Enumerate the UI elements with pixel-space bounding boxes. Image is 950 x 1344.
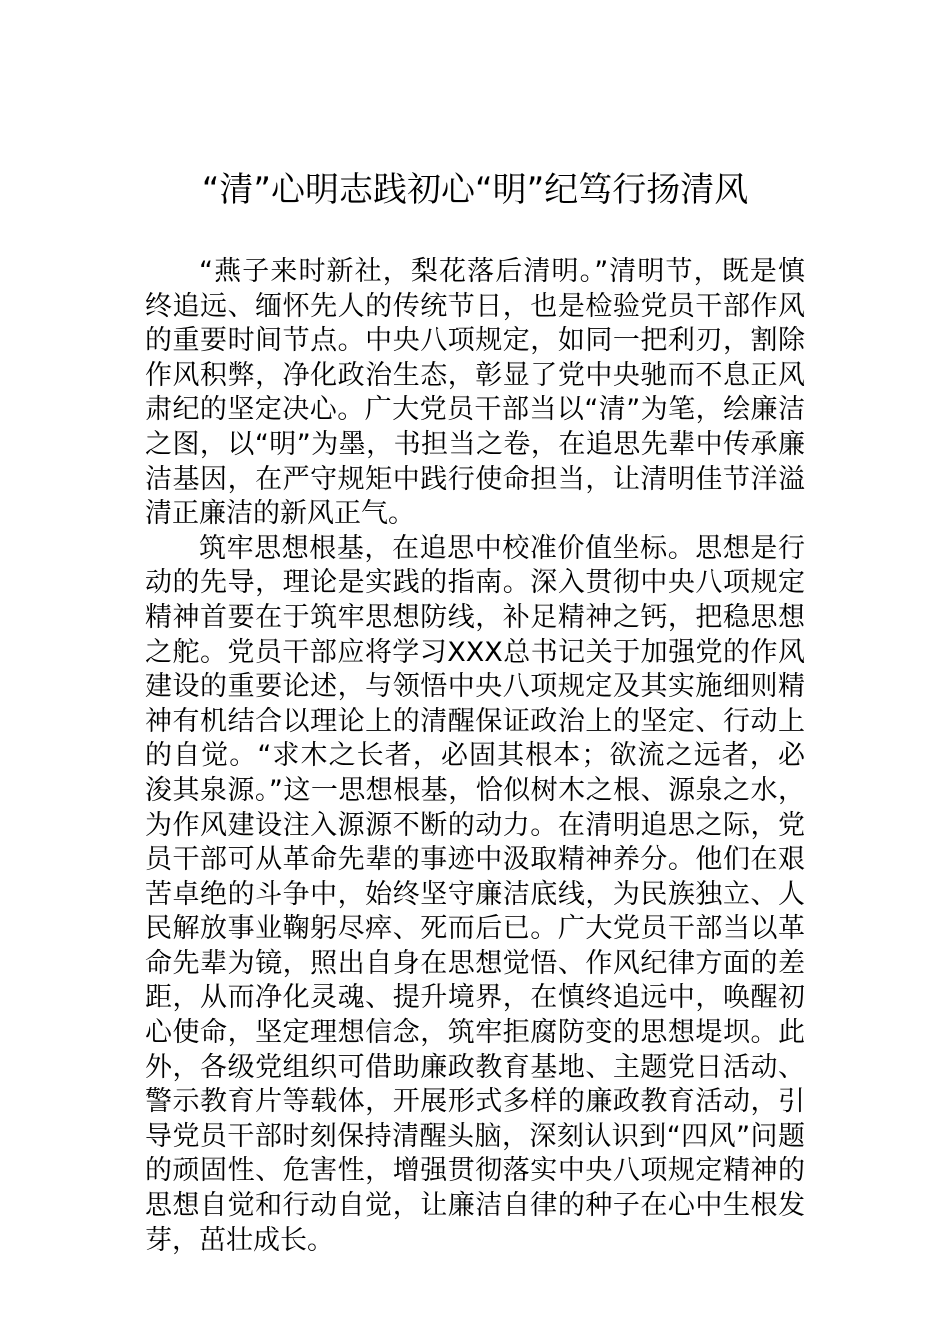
document-title: “清”心明志践初心“明”纪笃行扬清风 bbox=[201, 170, 749, 210]
paragraph-intro: “燕子来时新社，梨花落后清明。”清明节，既是慎终追远、缅怀先人的传统节日，也是检验党员干部作风的重要时间节点。中央八项规定，如同一把利刃，割除作风积弊，净化政治生态，彰显了党中央驰而不息正风肃纪的坚定决心。广大党员干部当以“清”为笔，绘廉洁之图，以“明”为墨，书担当之卷，在追思先辈中传承廉洁基因，在严守规矩中践行使命担当，让清明佳节洋溢清正廉洁的新风正气。 bbox=[145, 256, 805, 530]
document-body bbox=[145, 255, 805, 1258]
paragraph-thought-foundation: 筑牢思想根基，在追思中校准价值坐标。思想是行动的先导，理论是实践的指南。深入贯彻中央八项规定精神首要在于筑牢思想防线，补足精神之钙，把稳思想之舵。党员干部应将学习XXX总书记关于加强党的作风建设的重要论述，与领悟中央八项规定及其实施细则精神有机结合以理论上的清醒保证政治上的坚定、行动上的自觉。“求木之长者，必固其根本；欲流之远者，必浚其泉源。”这一思想根基，恰似树木之根、源泉之水，为作风建设注入源源不断的动力。在清明追思之际，党员干部可从革命先辈的事迹中汲取精神养分。他们在艰苦卓绝的斗争中，始终坚守廉洁底线，为民族独立、人民解放事业鞠躬尽瘁、死而后已。广大党员干部当以革命先辈为镜，照出自身在思想觉悟、作风纪律方面的差距，从而净化灵魂、提升境界，在慎终追远中，唤醒初心使命，坚定理想信念，筑牢拒腐防变的思想堤坝。此外，各级党组织可借助廉政教育基地、主题党日活动、警示教育片等载体，开展形式多样的廉政教育活动，引导党员干部时刻保持清醒头脑，深刻认识到“四风”问题的顽固性、危害性，增强贯彻落实中央八项规定精神的思想自觉和行动自觉，让廉洁自律的种子在心中生根发芽，茁壮成长。 bbox=[145, 532, 805, 1256]
